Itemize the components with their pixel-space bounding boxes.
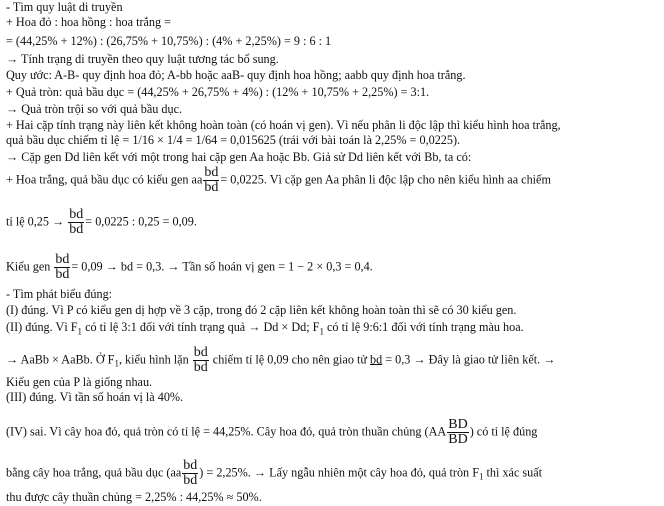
text-segment: chiếm tỉ lệ 0,09 cho nên giao tử: [209, 352, 370, 367]
text-segment: , kiểu hình lặn: [118, 352, 189, 367]
fraction-denominator: bd: [183, 473, 198, 488]
line-aabb-cross: [6, 346, 555, 375]
line-find-correct-statements: - Tìm phát biểu đúng:: [6, 287, 113, 301]
line-white-oval-genotype: [6, 166, 551, 195]
text-segment: thì xác suất: [483, 465, 543, 480]
line-statement-ii: [6, 320, 524, 338]
genotype-fraction-bd: [193, 346, 209, 375]
genotype-fraction-BD: [447, 418, 468, 447]
subscript: 1: [77, 326, 83, 337]
genotype-fraction-bd: [54, 253, 70, 282]
subscript: 1: [478, 471, 484, 482]
genotype-fraction-bd: [203, 166, 219, 195]
line-statement-i: (I) đúng. Vì P có kiểu gen dị hợp về 3 cặp, trong đó 2 cặp liên kết không hoàn toàn thì sẽ có 30 kiểu gen.: [6, 303, 517, 317]
fraction-numerator: bd: [193, 345, 208, 360]
text-segment: có tỉ lệ 3:1 đối với tính trạng quả → Dd × Dd; F: [82, 320, 320, 334]
line-dd-linked-bb: → Cặp gen Dd liên kết với một trong hai cặp gen Aa hoặc Bb. Giả sử Dd liên kết với Bb, ta có:: [6, 150, 472, 164]
fraction-numerator: bd: [69, 207, 84, 222]
line-independent-assortment-ratio: quả bầu dục chiếm tỉ lệ = 1/16 × 1/4 = 1/64 = 0,015625 (trái với bài toán là 2,25% = 0,0225).: [6, 133, 461, 147]
underlined-gamete: bd: [370, 352, 383, 367]
line-find-inheritance-rule: - Tìm quy luật di truyền: [6, 0, 123, 14]
fraction-numerator: bd: [183, 458, 198, 473]
fraction-numerator: bd: [55, 252, 70, 267]
text-segment: = 0,3 → Đây là giao tử liên kết. →: [382, 352, 556, 367]
line-purebred-probability: thu được cây thuần chủng = 2,25% : 44,25% ≈ 50%.: [6, 490, 262, 504]
line-round-dominant: → Quả tròn trội so với quả bầu dục.: [6, 102, 183, 116]
subscript: 1: [319, 326, 324, 337]
text-segment: = 0,0225. Vì cặp gen Aa phân li độc lập cho nên kiểu hình aa chiếm: [220, 172, 551, 187]
text-segment: bằng cây hoa trắng, quả bầu dục (aa: [6, 465, 182, 480]
text-segment: = 0,09 → bd = 0,3. → Tần số hoán vị gen = 1 − 2 × 0,3 = 0,4.: [71, 259, 373, 274]
fraction-denominator: bd: [69, 222, 84, 237]
line-statement-iii: (III) đúng. Vì tần số hoán vị là 40%.: [6, 390, 184, 404]
fraction-denominator: bd: [204, 180, 219, 195]
line-flower-ratio-label: + Hoa đỏ : hoa hồng : hoa trắng =: [6, 15, 172, 29]
line-fruit-ratio: + Quả tròn: quả bầu dục = (44,25% + 26,75% + 4%) : (12% + 10,75% + 2,25%) = 3:1.: [6, 85, 430, 99]
text-segment: (II) đúng. Vì F: [6, 320, 78, 334]
subscript: 1: [114, 358, 119, 369]
line-genotype-009: [6, 253, 373, 282]
line-ratio-025: [6, 208, 197, 237]
genotype-fraction-bd: [182, 459, 198, 488]
text-segment: tỉ lệ 0,25 →: [6, 214, 65, 229]
text-segment: có tỉ lệ 9:6:1 đối với tính trạng màu hoa.: [323, 320, 524, 334]
text-segment: (IV) sai. Vì cây hoa đỏ, quả tròn có tỉ lệ = 44,25%. Cây hoa đỏ, quả tròn thuần chủng (AA: [6, 424, 447, 439]
fraction-denominator: bd: [55, 267, 70, 282]
genotype-fraction-bd: [68, 208, 84, 237]
text-segment: ) có tỉ lệ đúng: [469, 424, 538, 439]
text-segment: ) = 2,25%. → Lấy ngẫu nhiên một cây hoa đỏ, quả tròn F: [199, 465, 479, 480]
line-incomplete-linkage: + Hai cặp tính trạng này liên kết không hoàn toàn (có hoán vị gen). Vì nếu phân li độc lập thì kiểu hình hoa trắng,: [6, 118, 561, 132]
line-flower-ratio-calc: = (44,25% + 12%) : (26,75% + 10,75%) : (4% + 2,25%) = 9 : 6 : 1: [6, 34, 332, 48]
line-p-genotype-same: Kiểu gen của P là giống nhau.: [6, 375, 153, 389]
text-segment: = 0,0225 : 0,25 = 0,09.: [85, 214, 197, 229]
text-segment: Kiểu gen: [6, 259, 51, 274]
text-segment: → AaBb × AaBb. Ở F: [6, 352, 115, 367]
fraction-numerator: BD: [448, 417, 468, 432]
fraction-numerator: bd: [204, 165, 219, 180]
line-white-oval-equal: [6, 459, 542, 488]
fraction-denominator: BD: [448, 432, 468, 447]
line-complementary-interaction: → Tính trạng di truyền theo quy luật tương tác bổ sung.: [6, 52, 279, 66]
text-segment: + Hoa trắng, quả bầu dục có kiểu gen aa: [6, 172, 203, 187]
line-convention: Quy ước: A-B- quy định hoa đỏ; A-bb hoặc aaB- quy định hoa hồng; aabb quy định hoa trắng.: [6, 68, 466, 82]
fraction-denominator: bd: [193, 360, 208, 375]
line-statement-iv: [6, 418, 537, 447]
